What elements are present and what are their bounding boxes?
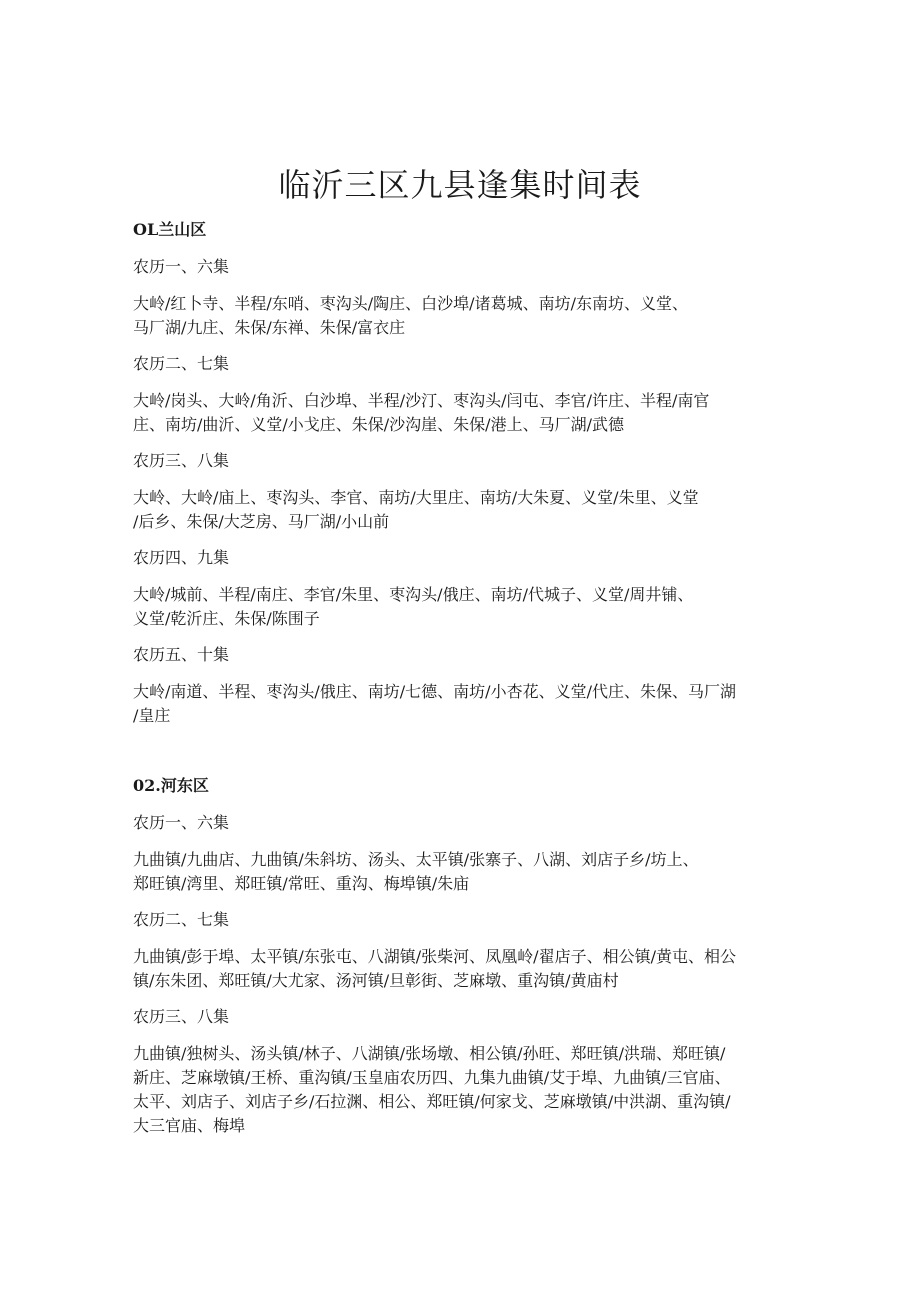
market-day-label: 农历三、八集 [133, 1007, 230, 1026]
market-line: /皇庄 [133, 706, 171, 725]
market-line: 九曲镇/九曲店、九曲镇/朱斜坊、汤头、太平镇/张寨子、八湖、刘店子乡/坊上、 [133, 850, 699, 869]
market-list [133, 486, 793, 534]
market-day-label: 农历四、九集 [133, 548, 230, 567]
market-line: 大岭、大岭/庙上、枣沟头、李官、南坊/大里庄、南坊/大朱夏、义堂/朱里、义堂 [133, 488, 699, 507]
market-line: 庄、南坊/曲沂、义堂/小戈庄、朱保/沙沟崖、朱保/港上、马厂湖/武德 [133, 415, 624, 434]
market-line: 马厂湖/九庄、朱保/东禅、朱保/富衣庄 [133, 318, 406, 337]
district-section-hedong [133, 775, 793, 1151]
district-heading: 02.河东区 [133, 776, 209, 795]
market-day-label: 农历五、十集 [133, 645, 230, 664]
district-heading: OL兰山区 [133, 220, 207, 239]
page-title: 临沂三区九县逢集时间表 [278, 166, 642, 204]
market-line: 太平、刘店子、刘店子乡/石拉渊、相公、郑旺镇/何家戈、芝麻墩镇/中洪湖、重沟镇/ [133, 1092, 731, 1111]
market-line: 镇/东朱团、郑旺镇/大尤家、汤河镇/旦彰街、芝麻墩、重沟镇/黄庙村 [133, 971, 619, 990]
market-line: 九曲镇/独树头、汤头镇/林子、八湖镇/张场墩、相公镇/孙旺、郑旺镇/洪瑞、郑旺镇/ [133, 1044, 726, 1063]
market-day-label: 农历一、六集 [133, 257, 230, 276]
market-list [133, 848, 793, 896]
market-list [133, 945, 793, 993]
market-line: 大岭/南道、半程、枣沟头/俄庄、南坊/七德、南坊/小杏花、义堂/代庄、朱保、马厂湖 [133, 682, 736, 701]
market-line: 郑旺镇/湾里、郑旺镇/常旺、重沟、梅埠镇/朱庙 [133, 874, 470, 893]
market-line: 新庄、芝麻墩镇/王桥、重沟镇/玉皇庙农历四、九集九曲镇/艾于埠、九曲镇/三官庙、 [133, 1068, 731, 1087]
market-list [133, 389, 793, 437]
market-list [133, 680, 793, 728]
market-line: 九曲镇/彭于埠、太平镇/东张屯、八湖镇/张柴河、凤凰岭/翟店子、相公镇/黄屯、相公 [133, 947, 736, 966]
market-line: /后乡、朱保/大芝房、马厂湖/小山前 [133, 512, 390, 531]
market-line: 大岭/岗头、大岭/角沂、白沙埠、半程/沙汀、枣沟头/闫屯、李官/许庄、半程/南官 [133, 391, 710, 410]
market-list [133, 292, 793, 340]
market-line: 大岭/红卜寺、半程/东哨、枣沟头/陶庄、白沙埠/诸葛城、南坊/东南坊、义堂、 [133, 294, 688, 313]
market-line: 大三官庙、梅埠 [133, 1116, 246, 1135]
market-day-label: 农历一、六集 [133, 813, 230, 832]
market-line: 义堂/乾沂庄、朱保/陈围子 [133, 609, 320, 628]
market-day-label: 农历二、七集 [133, 910, 230, 929]
district-section-lanshan [133, 219, 793, 741]
market-line: 大岭/城前、半程/南庄、李官/朱里、枣沟头/俄庄、南坊/代城子、义堂/周井铺、 [133, 585, 694, 604]
market-day-label: 农历二、七集 [133, 354, 230, 373]
market-list [133, 583, 793, 631]
market-day-label: 农历三、八集 [133, 451, 230, 470]
market-list [133, 1042, 793, 1138]
